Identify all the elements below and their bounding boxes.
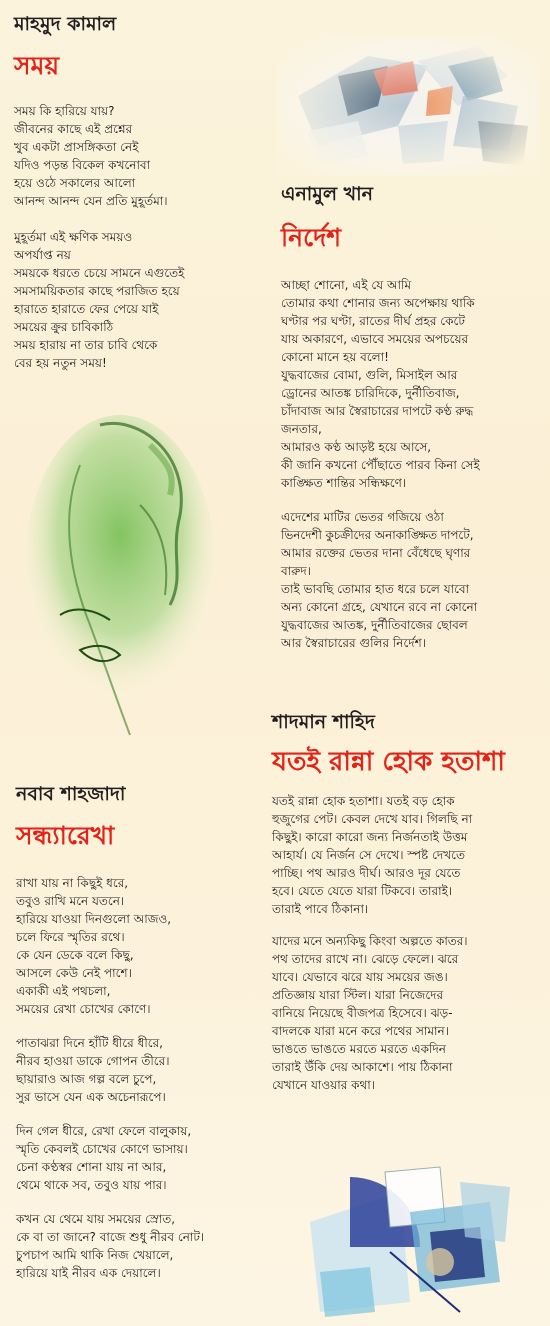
poem-line: ড্রোনের আতঙ্ক চারিদিকে, দুর্নীতিবাজ, (281, 386, 460, 400)
poem-line: স্মৃতি কেবলই চোখের কোণে ভাসায়। (16, 1142, 188, 1156)
poem-line: হারিয়ে যাওয়া দিনগুলো আজও, (16, 912, 172, 926)
poem-line: যুদ্ধবাজের আতঙ্ক, দুর্নীতিবাজের ছোবল (281, 618, 468, 632)
poem-stanza (16, 1034, 266, 1106)
poem-line: আচ্ছা শোনো, এই যে আমি (281, 278, 412, 292)
poem-stanza (281, 508, 543, 652)
poem-line: চুপচাপ আমি থাকি নিজ খেয়ালে, (16, 1248, 174, 1262)
poem-line: আর স্বৈরাচারের গুলির নির্দেশ। (281, 636, 426, 650)
poem-line: তবুও রাখি মনে যতনে। (16, 894, 125, 908)
poem-line: যেখানে যাওয়ার কথা। (272, 1078, 376, 1092)
poem-line: কে যেন ডেকে বলে কিছু, (16, 948, 134, 962)
poem-line: থেমে থাকে সব, তবুও যায় পার। (16, 1178, 167, 1192)
poem-line: কাঙ্ক্ষিত শান্তির সন্ধিক্ষণে। (281, 476, 407, 490)
poem-title: সন্ধ্যারেখা (16, 821, 115, 850)
poem-line: আমারও কণ্ঠ আড়ষ্ট হয়ে আসে, (281, 440, 432, 454)
poem-line: চেনা কণ্ঠস্বর শোনা যায় না আর, (16, 1160, 167, 1174)
poem-stanza (16, 1122, 266, 1194)
poem-line: হারিয়ে যাই নীরব এক দেয়ালে। (16, 1266, 161, 1280)
poem-stanza (16, 1210, 266, 1282)
poem-line: যতই রান্না হোক হতাশা। যতই বড় হোক (272, 794, 455, 808)
poem-line: সমসাময়িকতার কাছে পরাজিত হয়ে (14, 284, 180, 298)
poem-stanza (14, 228, 264, 372)
poem-title: সময় (14, 51, 60, 80)
poem-line: কোনো মানে হয় বলো! (281, 350, 389, 364)
poem-line: হয়ে ওঠে সকালের আলো (14, 176, 136, 190)
poem-line: মুহূর্তমা এই ক্ষণিক সময়ও (14, 230, 133, 244)
poem-author: শাদমান শাহিদ (272, 711, 375, 733)
poem-sondharekha (16, 782, 266, 1282)
poem-line: যাদের মনে অন্যকিছু কিংবা অল্পতে কাতর। (272, 934, 468, 948)
poem-author: মাহমুদ কামাল (14, 13, 117, 35)
poem-line: আমার রক্তের ভেতর দানা বেঁধেছে ঘৃণার (281, 546, 471, 560)
poem-line: সময় হারায় না তার চাবি থেকে (14, 338, 158, 352)
poem-line: আসলে কেউ নেই পাশে। (16, 966, 132, 980)
poem-somoy (14, 12, 264, 372)
poem-line: ঘণ্টার পর ঘণ্টা, রাতের দীর্ঘ প্রহর কেটে (281, 314, 465, 328)
poem-stanza (272, 792, 542, 918)
poem-line: তাই ভাবছি তোমার হাত ধরে চলে যাবো (281, 582, 470, 596)
poem-line: যদিও পড়ন্ত বিকেল কখনোবা (14, 158, 151, 172)
poem-line: সুর ভাসে যেন এক অচেনারূপে। (16, 1090, 166, 1104)
poem-line: এদেশের মাটির ভেতর গজিয়ে ওঠা (281, 510, 444, 524)
poem-line: ভাঙতে ভাঙতে মরতে মরতে একদিন (272, 1042, 446, 1056)
poem-line: ছায়ারাও আজ গল্প বলে চুপে, (16, 1072, 157, 1086)
poem-stanza (281, 276, 543, 492)
poem-author: নবাব শাহজাদা (16, 783, 126, 805)
poem-line: একাকী এই পথচলা, (16, 984, 111, 998)
poem-line: কিছুই। কারো কারো জন্য নির্জনতাই উত্তম (272, 830, 468, 844)
poem-line: সময়কে ধরতে চেয়ে সামনে এগুতেই (14, 266, 185, 280)
poem-line: নীরব হাওয়া ডাকে গোপন তীরে। (16, 1054, 170, 1068)
abstract-watercolor-illustration (278, 36, 540, 176)
poem-line: হবে। যেতে যেতে যারা টিকবে। তারাই। (272, 884, 453, 898)
poem-line: কখন যে থেমে যায় সময়ের স্রোত, (16, 1212, 176, 1226)
poem-line: প্রতিজ্ঞায় যারা স্টিল। যারা নিজেদের (272, 988, 444, 1002)
poem-line: বাদলকে যারা মনে করে পথের সামান। (272, 1024, 449, 1038)
poem-line: হারাতে হারাতে ফের পেয়ে যাই (14, 302, 159, 316)
poem-author: এনামুল খান (281, 183, 373, 205)
poem-line: অন্য কোনো গ্রহে, যেখানে রবে না কোনো (281, 600, 478, 614)
poem-line: জীবনের কাছে এই প্রশ্নের (14, 122, 133, 136)
poem-line: ভিনদেশী কুচক্রীদের অনাকাঙ্ক্ষিত দাপটে, (281, 528, 474, 542)
poem-line: অপর্যাপ্ত নয় (14, 248, 71, 262)
poem-line: তারাই পাবে ঠিকানা। (272, 902, 369, 916)
poem-line: পথ তাদের রাখে না। ঝেড়ে ফেলে। ঝরে (272, 952, 459, 966)
poem-line: খুব একটা প্রাসঙ্গিকতা নেই (14, 140, 139, 154)
poem-line: পাতাঝরা দিনে হাঁটি ধীরে ধীরে, (16, 1036, 163, 1050)
poem-line: রাখা যায় না কিছুই ধরে, (16, 876, 129, 890)
poem-line: চাঁদাবাজ আর স্বৈরাচারের দাপটে কণ্ঠ রুদ্ধ (281, 404, 474, 418)
poem-line: কী জানি কখনো পৌঁছাতে পারব কিনা সেই (281, 458, 480, 472)
poem-stanza (16, 874, 266, 1018)
poem-line: কে বা তা জানে? বাজে শুধু নীরব নোট। (16, 1230, 205, 1244)
poem-line: জনতার, (281, 422, 322, 436)
poem-line: চলে ফিরে স্মৃতির রথে। (16, 930, 125, 944)
poem-line: যাবে। যেভাবে ঝরে যায় সময়ের জঙ। (272, 970, 448, 984)
poem-line: যুদ্ধবাজের বোমা, গুলি, মিসাইল আর (281, 368, 458, 382)
abstract-geometric-illustration (290, 1152, 530, 1320)
poem-stanza (272, 932, 542, 1094)
poem-nirdesh (281, 182, 543, 652)
poem-line: যায় অকারণে, এভাবে সময়ের অপচয়ের (281, 332, 469, 346)
poem-line: সময়ের ক্রুর চাবিকাঠি (14, 320, 114, 334)
poem-line: বের হয় নতুন সময়! (14, 356, 107, 370)
poem-title: নির্দেশ (281, 223, 342, 252)
poem-stanza (14, 102, 264, 210)
poem-line: দিন গেল ধীরে, রেখা ফেলে বালুকায়, (16, 1124, 192, 1138)
poem-line: হুজুগের পেট। কেবল দেখে যাব। গিলছি না (272, 812, 473, 826)
poem-line: তারাই উঁকি দেয় আকাশে। পায় ঠিকানা (272, 1060, 453, 1074)
poem-line: সময়ের রেখা চোখের কোণে। (16, 1002, 151, 1016)
poem-line: বারুদ। (281, 564, 311, 578)
poem-title: যতই রান্না হোক হতাশা (272, 747, 505, 777)
poem-line: আহার্য। যে নির্জন সে দেখে। স্পষ্ট দেখতে (272, 848, 465, 862)
poem-line: সময় কি হারিয়ে যায়? (14, 104, 115, 118)
poem-line: বানিয়ে নিয়েছে বীজপত্র হিসেবে। ঝড়- (272, 1006, 453, 1020)
poem-jotoi-ranna (272, 710, 542, 1094)
poem-line: আনন্দ আনন্দ যেন প্রতি মুহূর্তমা। (14, 194, 168, 208)
poem-line: পাচ্ছি। পথ আরও দীর্ঘ। আরও দূর যেতে (272, 866, 461, 880)
green-face-sketch-illustration (20, 405, 220, 755)
poem-line: তোমার কথা শোনার জন্য অপেক্ষায় থাকি (281, 296, 475, 310)
